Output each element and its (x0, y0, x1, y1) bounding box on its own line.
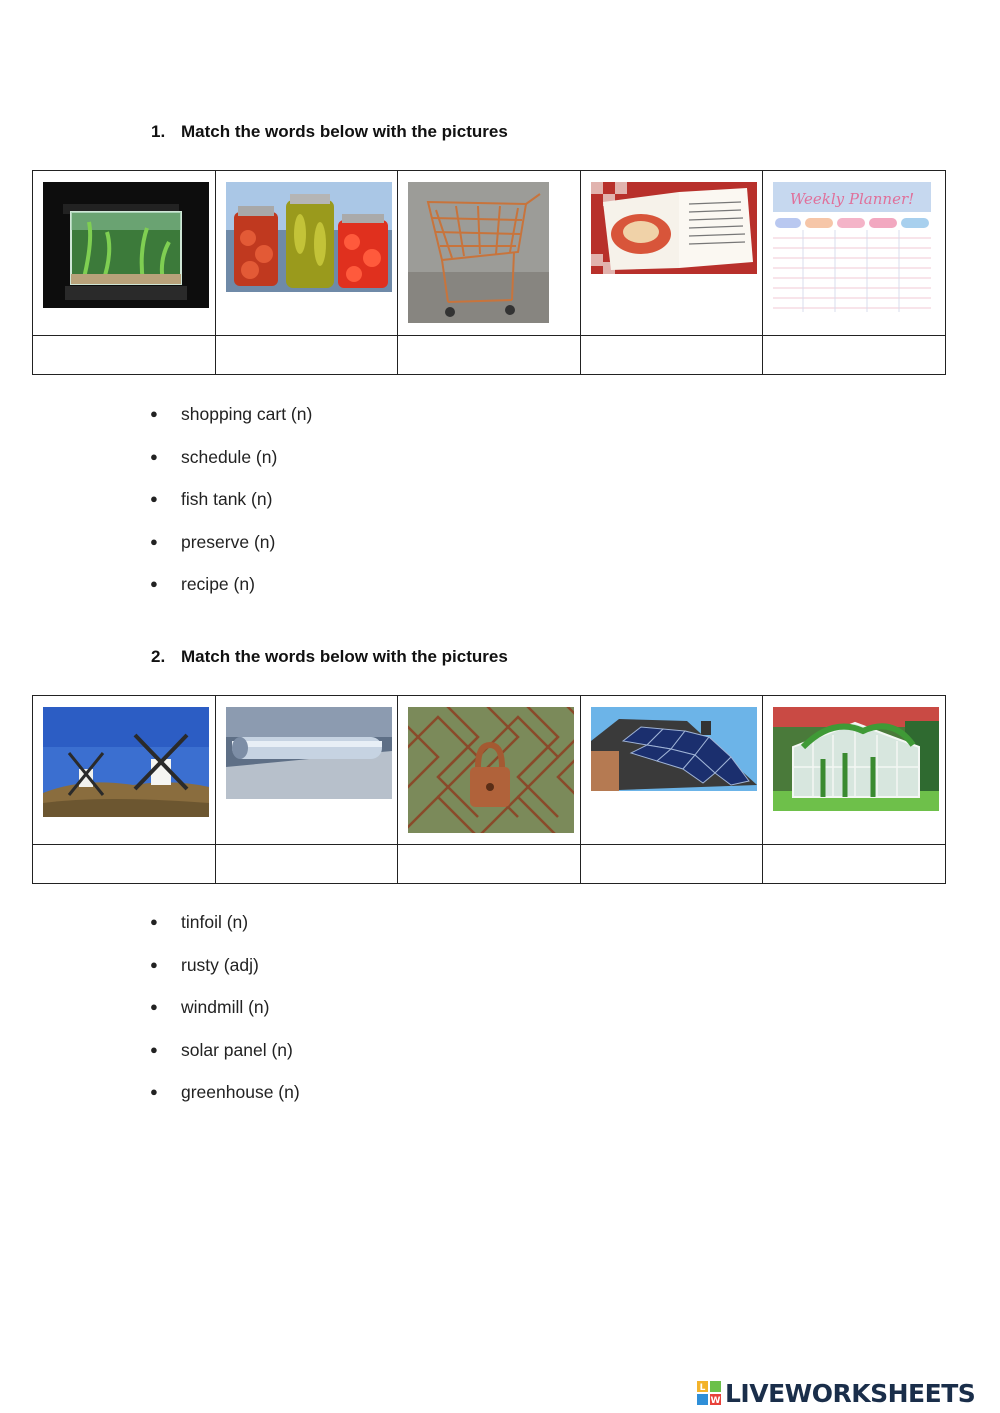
word-greenhouse: greenhouse (n) (181, 1082, 300, 1102)
bullet: ● (150, 1084, 158, 1099)
recipe-book-image (591, 182, 757, 274)
section-2-table (32, 695, 946, 884)
word-tinfoil: tinfoil (n) (181, 912, 249, 932)
answer-box-8[interactable] (398, 845, 581, 884)
bullet: ● (150, 1041, 158, 1057)
word-shopping-cart: shopping cart (n) (181, 404, 313, 424)
list-item (150, 489, 312, 532)
picture-cell-fish-tank (33, 171, 216, 336)
list-item (150, 447, 312, 490)
list-item (150, 1082, 300, 1125)
bullet: ● (150, 914, 158, 929)
picture-cell-preserve (215, 171, 398, 336)
word-preserve: preserve (n) (181, 531, 276, 552)
bullet: ● (150, 533, 158, 549)
word-schedule: schedule (n) (181, 446, 278, 467)
liveworksheets-badge-icon (697, 1381, 721, 1405)
answer-box-5[interactable] (763, 336, 946, 375)
answer-box-10[interactable] (763, 845, 946, 884)
weekly-planner-image (773, 182, 931, 312)
picture-cell-windmill (33, 696, 216, 845)
bullet: ● (150, 406, 158, 421)
picture-cell-tinfoil (215, 696, 398, 845)
list-item (150, 955, 300, 998)
badge-letter-l: L (699, 1383, 706, 1393)
solar-panel-image (591, 707, 757, 791)
list-item (150, 997, 300, 1040)
word-rusty: rusty (adj) (181, 954, 259, 975)
bullet: ● (150, 999, 158, 1014)
answer-box-9[interactable] (580, 845, 763, 884)
fish-tank-image (43, 182, 209, 308)
list-item (150, 574, 312, 617)
answer-box-4[interactable] (580, 336, 763, 375)
shopping-cart-image (408, 182, 549, 323)
bullet: ● (150, 448, 158, 464)
list-item (150, 404, 312, 447)
list-item (150, 532, 312, 575)
badge-letter-w: W (710, 1396, 721, 1405)
answer-box-7[interactable] (215, 845, 398, 884)
section-2-word-list (150, 912, 300, 1125)
picture-cell-rusty (398, 696, 581, 845)
tinfoil-image (226, 707, 392, 799)
picture-cell-recipe (580, 171, 763, 336)
picture-cell-schedule (763, 171, 946, 336)
greenhouse-image (773, 707, 939, 811)
picture-cell-greenhouse (763, 696, 946, 845)
liveworksheets-wordmark: LIVEWORKSHEETS (725, 1378, 976, 1408)
bullet: ● (150, 576, 158, 591)
word-solar-panel: solar panel (n) (181, 1039, 293, 1060)
list-item (150, 912, 300, 955)
preserve-jars-image (226, 182, 392, 292)
answer-box-2[interactable] (215, 336, 398, 375)
section-1-word-list (150, 404, 312, 617)
word-recipe: recipe (n) (181, 574, 255, 594)
section-1-heading (151, 122, 508, 142)
bullet: ● (150, 956, 158, 972)
section-1-table (32, 170, 946, 375)
liveworksheets-logo (697, 1378, 975, 1408)
windmill-image (43, 707, 209, 817)
bullet: ● (150, 491, 158, 506)
section-2-title: Match the words below with the pictures (181, 647, 508, 666)
picture-cell-shopping-cart (398, 171, 581, 336)
picture-cell-solar-panel (580, 696, 763, 845)
section-1-number: 1. (151, 122, 166, 141)
answer-box-6[interactable] (33, 845, 216, 884)
answer-box-3[interactable] (398, 336, 581, 375)
section-2-number: 2. (151, 647, 166, 666)
section-2-heading (151, 647, 508, 667)
answer-box-1[interactable] (33, 336, 216, 375)
rusty-lock-image (408, 707, 574, 833)
section-1-title: Match the words below with the pictures (181, 122, 508, 141)
word-windmill: windmill (n) (181, 997, 270, 1017)
word-fish-tank: fish tank (n) (181, 489, 273, 509)
planner-title: Weekly Planner! (790, 190, 915, 208)
list-item (150, 1040, 300, 1083)
